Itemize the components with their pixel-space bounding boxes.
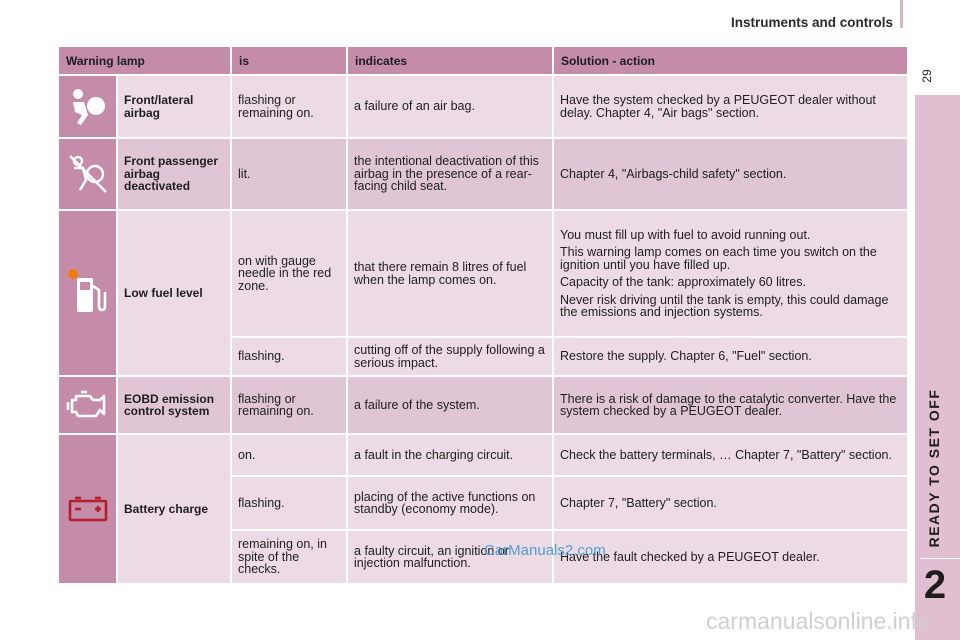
lamp-state: on. [232, 435, 346, 475]
solution-text: This warning lamp comes on each time you switch on the ignition until you have filled up. [560, 245, 877, 272]
lamp-meaning: a failure of an air bag. [348, 76, 552, 137]
lamp-solution [554, 211, 907, 336]
lamp-meaning: cutting off of the supply following a serious impact. [348, 338, 552, 375]
solution-text: Check the battery terminals, … Chapter 7, "Battery" section. [560, 447, 892, 462]
lamp-name: Low fuel level [118, 211, 230, 375]
table-row [59, 76, 907, 137]
lamp-solution [554, 477, 907, 529]
lamp-meaning: the intentional deactivation of this airbag in the presence of a rear-facing child seat. [348, 139, 552, 209]
lamp-solution [554, 338, 907, 375]
lamp-meaning: a faulty circuit, an ignition or injection malfunction. [348, 531, 552, 583]
header-is: is [232, 47, 346, 74]
table-row [59, 377, 907, 433]
lamp-state: on with gauge needle in the red zone. [232, 211, 346, 336]
solution-text: Have the fault checked by a PEUGEOT dealer. [560, 549, 820, 564]
lamp-state: flashing. [232, 338, 346, 375]
chapter-side-label: READY TO SET OFF [926, 388, 942, 548]
lamp-state: flashing or remaining on. [232, 76, 346, 137]
lamp-state: flashing. [232, 477, 346, 529]
lamp-solution [554, 377, 907, 433]
lamp-state: remaining on, in spite of the checks. [232, 531, 346, 583]
header-warning-lamp: Warning lamp [59, 47, 230, 74]
table-row [59, 211, 907, 336]
solution-text: You must fill up with fuel to avoid running out. [560, 227, 811, 242]
footer-watermark: carmanualsonline.info [706, 608, 930, 634]
header-solution: Solution - action [554, 47, 907, 74]
lamp-state: flashing or remaining on. [232, 377, 346, 433]
lamp-solution [554, 531, 907, 583]
page-header-title: Instruments and controls [730, 15, 893, 30]
header-accent-bar [900, 0, 903, 28]
battery-icon [59, 435, 116, 583]
airbag-icon [59, 76, 116, 137]
lamp-name: Front passenger airbag deactivated [118, 139, 230, 209]
table-row [59, 139, 907, 209]
solution-text: There is a risk of damage to the catalytic converter. Have the system checked by a PEUGEOT dealer. [560, 391, 897, 418]
lamp-solution [554, 435, 907, 475]
page-number: 29 [920, 69, 934, 83]
solution-text: Capacity of the tank: approximately 60 litres. [560, 275, 806, 289]
table-row [59, 435, 907, 475]
lamp-name: Front/lateral airbag [118, 76, 230, 137]
warning-lamp-table [57, 45, 909, 585]
side-tab-divider [920, 558, 960, 559]
watermark-text: CarManuals2.com [484, 542, 606, 559]
lamp-meaning: a failure of the system. [348, 377, 552, 433]
engine-icon [59, 377, 116, 433]
lamp-meaning: that there remain 8 litres of fuel when the lamp comes on. [348, 211, 552, 336]
solution-text: Never risk driving until the tank is empty, this could damage the emissions and injection systems. [560, 292, 889, 319]
lamp-meaning: placing of the active functions on standby (economy mode). [348, 477, 552, 529]
passenger-airbag-deactivated-icon [59, 139, 116, 209]
fuel-pump-icon [59, 211, 116, 375]
lamp-state: lit. [232, 139, 346, 209]
lamp-solution [554, 76, 907, 137]
chapter-number: 2 [923, 563, 947, 607]
solution-text: Restore the supply. Chapter 6, "Fuel" section. [560, 349, 812, 364]
lamp-meaning: a fault in the charging circuit. [348, 435, 552, 475]
lamp-name: EOBD emission control system [118, 377, 230, 433]
lamp-name: Battery charge [118, 435, 230, 583]
solution-text: Chapter 7, "Battery" section. [560, 495, 717, 510]
header-indicates: indicates [348, 47, 552, 74]
solution-text: Chapter 4, "Airbags-child safety" section. [560, 166, 787, 181]
solution-text: Have the system checked by a PEUGEOT dealer without delay. Chapter 4, "Air bags" section. [560, 93, 876, 120]
lamp-solution [554, 139, 907, 209]
